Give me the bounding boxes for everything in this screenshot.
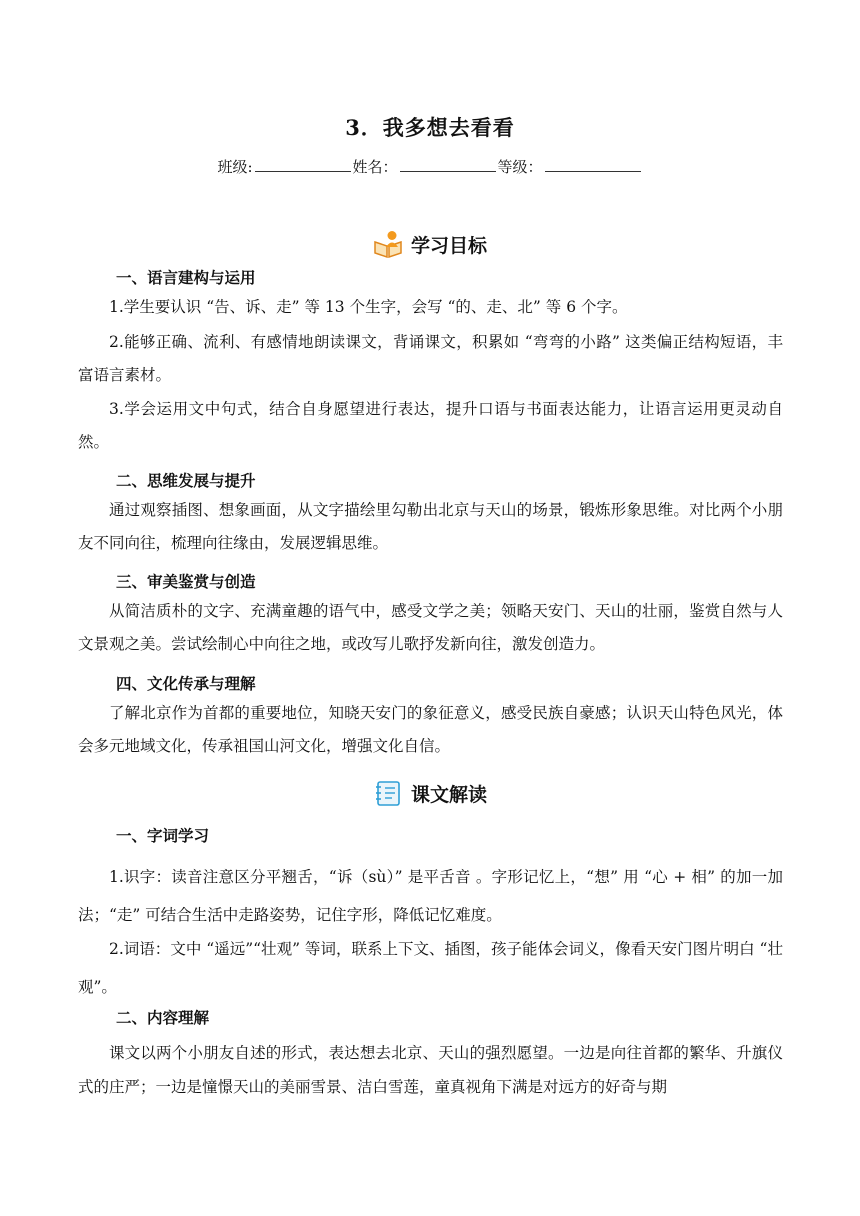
- reading-section-title: 二、内容理解: [116, 1008, 210, 1027]
- goal-section-title: 二、思维发展与提升: [116, 471, 256, 490]
- goal-paragraph: 通过观察插图、想象画面，从文字描绘里勾勒出北京与天山的场景，锻炼形象思维。对比两个小朋友不同向往，梳理向往缘由，发展逻辑思维。: [78, 501, 783, 552]
- goal-section-title: 四、文化传承与理解: [116, 674, 256, 693]
- reading-paragraph: 1.识字：读音注意区分平翘舌，“诉（sù）” 是平舌音 。字形记忆上，“想” 用 “心 + 相” 的加一加法；“走” 可结合生活中走路姿势，记住字形，降低记忆难度。: [78, 868, 783, 924]
- goal-paragraph: 2.能够正确、流利、有感情地朗读课文，背诵课文，积累如 “弯弯的小路” 这类偏正结构短语，丰富语言素材。: [78, 333, 783, 384]
- goal-paragraph: 3.学会运用文中句式，结合自身愿望进行表达，提升口语与书面表达能力，让语言运用更灵动自然。: [78, 400, 783, 451]
- class-blank[interactable]: [255, 157, 351, 172]
- grade-blank[interactable]: [545, 157, 641, 172]
- document-title: 3．我多想去看看: [345, 115, 515, 140]
- goals-heading-label: 学习目标: [410, 234, 487, 257]
- name-blank[interactable]: [400, 157, 496, 172]
- reading-heading-label: 课文解读: [410, 783, 487, 806]
- reading-paragraph: 课文以两个小朋友自述的形式，表达想去北京、天山的强烈愿望。一边是向往首都的繁华、升旗仪式的庄严；一边是憧憬天山的美丽雪景、洁白雪莲，童真视角下满是对远方的好奇与期: [78, 1044, 783, 1096]
- book-reader-icon: [373, 230, 403, 258]
- goal-paragraph: 从简洁质朴的文字、充满童趣的语气中，感受文学之美；领略天安门、天山的壮丽，鉴赏自然与人文景观之美。尝试绘制心中向往之地，或改写儿歌抒发新向往，激发创造力。: [78, 602, 783, 653]
- goals-heading: [0, 228, 860, 260]
- grade-label: 等级：: [497, 158, 543, 176]
- class-label: 班级:: [217, 158, 253, 176]
- goal-section-title: 三、审美鉴赏与创造: [116, 572, 256, 591]
- goal-paragraph: 1.学生要认识 “告、诉、走” 等 13 个生字，会写 “的、走、北” 等 6 个字。: [109, 298, 628, 316]
- goal-paragraph: 了解北京作为首都的重要地位，知晓天安门的象征意义，感受民族自豪感；认识天山特色风光，体会多元地域文化，传承祖国山河文化，增强文化自信。: [78, 704, 783, 755]
- notebook-icon: [373, 779, 403, 807]
- reading-paragraph: 2.词语：文中 “遥远”“壮观” 等词，联系上下文、插图，孩子能体会词义，像看天安门图片明白 “壮观”。: [78, 940, 783, 996]
- reading-heading: [0, 777, 860, 809]
- name-label: 姓名：: [352, 158, 398, 176]
- goal-section-title: 一、语言建构与运用: [116, 268, 256, 287]
- student-info-line: [0, 156, 860, 177]
- reading-section-title: 一、字词学习: [116, 826, 210, 845]
